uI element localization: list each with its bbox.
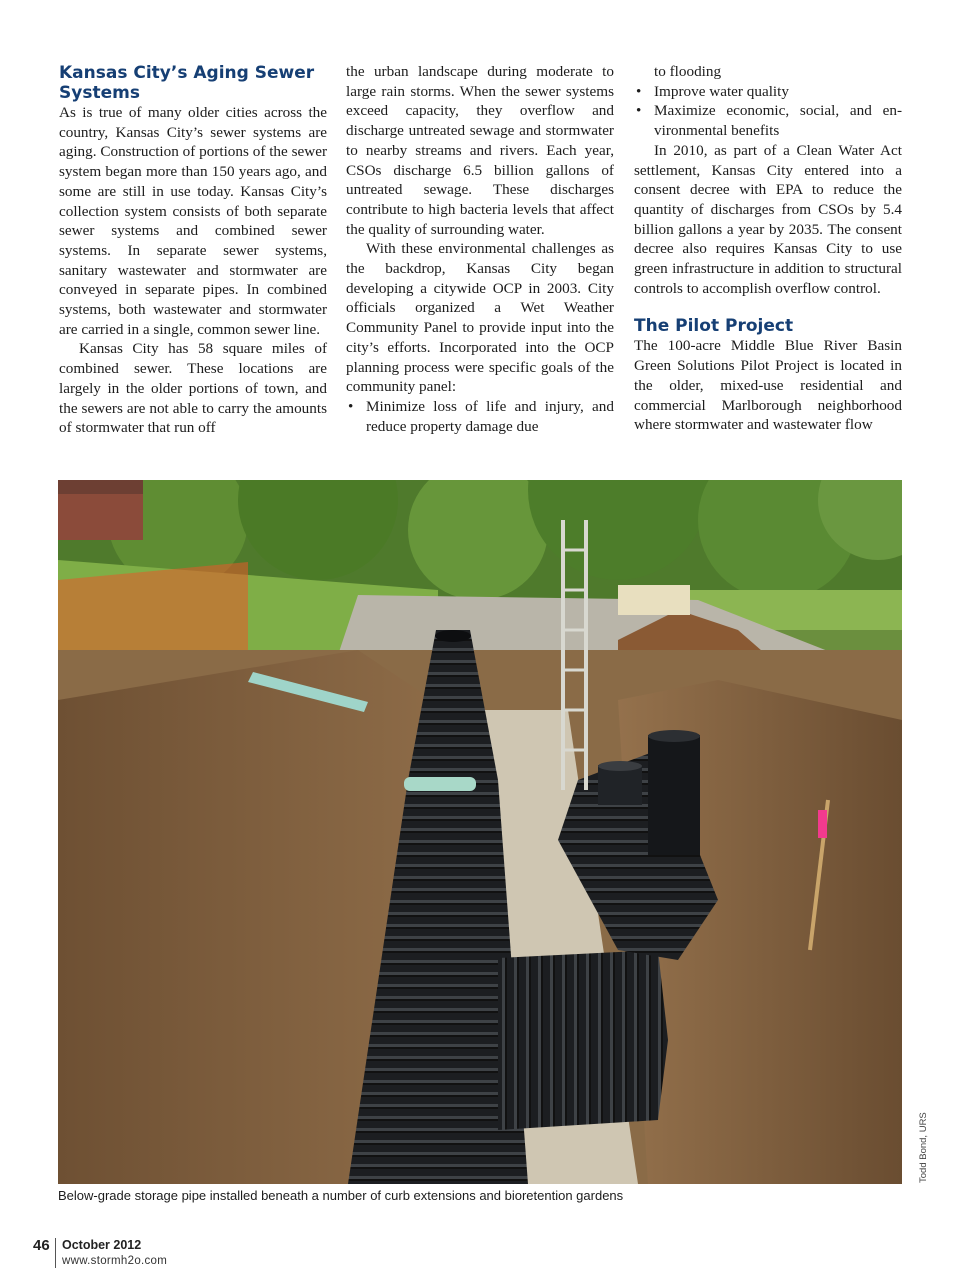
photo-caption: Below-grade storage pipe installed beneath a number of curb extensions and bioretention gardens <box>58 1188 624 1203</box>
page-number: 46 <box>33 1237 50 1254</box>
paragraph: In 2010, as part of a Clean Water Act settlement, Kansas City entered into a consent decree with EPA to reduce the quantity of discharges from CSOs by 5.4 billion gallons a year by 2035. The consent decree also requires Kansas City to use green infrastructure in addition to structural controls to accomplish overflow control. <box>634 141 902 297</box>
list-item-continuation: to flooding <box>654 63 722 80</box>
section-heading-aging-sewers: Kansas City’s Aging Sewer Systems <box>59 63 315 103</box>
list-item: • Maximize economic, social, and environmental benefits <box>634 101 902 140</box>
issue-date: October 2012 <box>62 1238 142 1252</box>
trench-pipe-photo <box>58 480 902 1184</box>
paragraph: Kansas City has 58 square miles of combined sewer. These locations are largely in the older portions of town, and the sewers are not able to carry the amounts of stormwater that run off <box>59 340 327 437</box>
section-heading-pilot-project: The Pilot Project <box>634 316 794 337</box>
paragraph: As is true of many older cities across the country, Kansas City’s sewer systems are aging. Construction of portions of the sewer system began more than 150 years ago, and some are still in use today. Kansas City’s collection system consists of both separate sewer systems and combined sewer systems. In separate sewer systems, sanitary wastewater and stormwater are conveyed in separate pipes. In combined systems, both wastewater and stormwater are carried in a single, common sewer line. <box>59 104 327 338</box>
publication-url: www.stormh2o.com <box>62 1255 168 1267</box>
list-item: • Improve water quality <box>634 82 902 102</box>
goals-list-continued <box>634 82 902 141</box>
footer-divider <box>55 1238 56 1268</box>
list-item: • Minimize loss of life and injury, and reduce property damage due <box>346 397 614 436</box>
paragraph: With these environmental challenges as the backdrop, Kansas City began developing a citywide OCP in 2003. City officials organized a Wet Weather Community Panel to provide input into the city’s efforts. Incorporated into the OCP planning process were specific goals of the community panel: <box>346 240 614 396</box>
article-column-2 <box>346 62 614 436</box>
paragraph: The 100-acre Middle Blue River Basin Green Solutions Pilot Project is located in the older, mixed-use residential and commercial Marlborough neighborhood where stormwater and wastewater flow <box>634 337 902 434</box>
photo-illustration <box>58 480 902 1184</box>
photo-credit: Todd Bond, URS <box>918 1112 929 1183</box>
paragraph: the urban landscape during moderate to large rain storms. When the sewer systems exceed capacity, they overflow and discharge untreated sewage and stormwater to nearby streams and rivers. Each year, CSOs discharge 6.5 billion gallons of untreated sewage. These discharges contribute to high bacteria levels that affect the quality of surrounding water. <box>346 63 614 238</box>
article-column-3 <box>634 62 902 435</box>
article-column-1 <box>59 62 327 438</box>
goals-list <box>346 397 614 436</box>
